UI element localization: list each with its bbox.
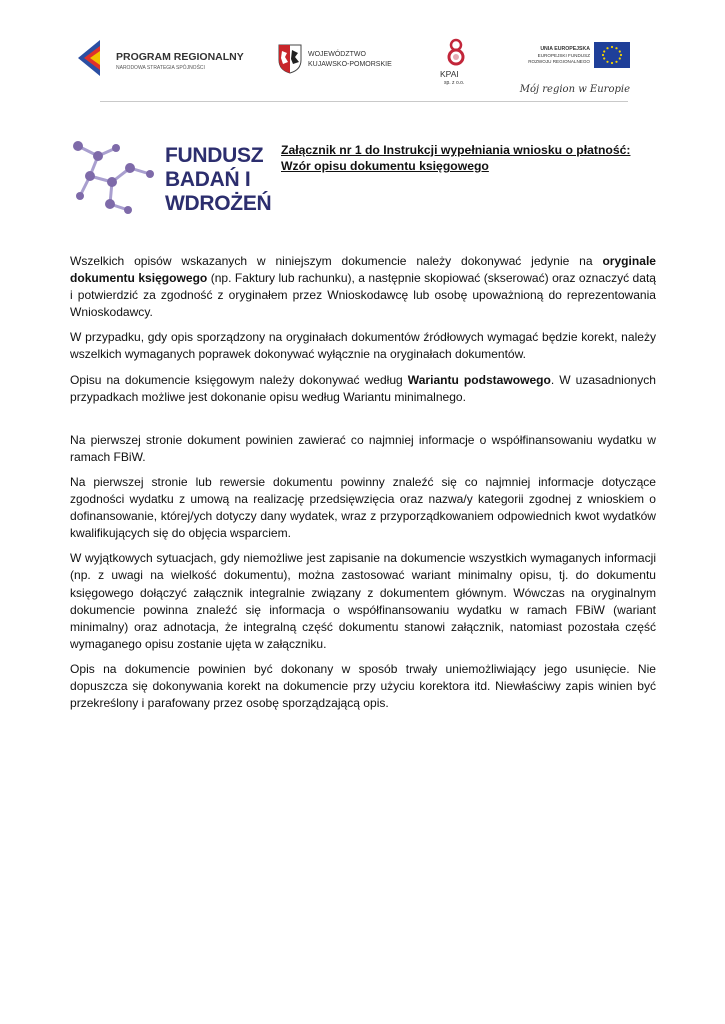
eu-line1: UNIA EUROPEJSKA <box>540 46 590 52</box>
paragraph-6: W wyjątkowych sytuacjach, gdy niemożliwe jest zapisanie na dokumencie wszystkich wymaganych informacji (np. z uwagi na wielkość dokumentu), można zastosować wariant minimalny opisu, tj. do dokumentu księgowego dołączyć załącznik integralnie związany z dokumentem głównym. Wówczas na oryginalnym dokumencie powinna znaleźć się informacja o współfinansowaniu wydatku w ramach FBiW (wariant minimalny) oraz adnotacja, że integralną część dokumentu stanowi załącznik, natomiast pozostała część wymaganego opisu zostanie ujęta w załączniku. <box>70 551 656 651</box>
molecule-icon <box>70 138 160 218</box>
paragraph-7: Opis na dokumencie powinien być dokonany w sposób trwały uniemożliwiający jego usunięcie. Nie dopuszcza się dokonywania korekt na dokumencie przy użyciu korektora itd. Niewłaściwy zapis winien być przekreślony i parafowany przez osobę sporządzającą opis. <box>70 661 656 711</box>
kujawsko-pomorskie-logo <box>278 44 403 78</box>
program-regionalny-emblem-icon <box>74 38 108 76</box>
fundusz-badan-logo <box>70 138 272 224</box>
paragraph-1-text-a: Wszelkich opisów wskazanych w niniejszym dokumencie należy dokonywać jedynie na <box>70 254 603 268</box>
paragraph-5: Na pierwszej stronie lub rewersie dokumentu powinny znaleźć się co najmniej informacje dotyczące zgodności wydatku z umową na realizację przedsięwzięcia oraz nazwa/y kategorii zgodnej z wnioskiem o dofinansowanie, której/ych dotyczy dany wydatek, wraz z przyporządkowaniem odpowiednich kwot wydatków kwalifikujących się do objęcia wsparciem. <box>70 474 656 541</box>
kpai-logo <box>436 38 476 90</box>
paragraph-3-text-c: . W uzasadnionych przypadkach możliwe jest dokonanie opisu według Wariantu minimalnego. <box>70 372 657 404</box>
kpai-sub: sp. z o.o. <box>444 80 465 86</box>
region-line1: WOJEWÓDZTWO <box>308 51 366 58</box>
paragraph-2: W przypadku, gdy opis sporządzony na oryginałach dokumentów źródłowych wymagać będzie korekt, należy wszelkich wymaganych poprawek dokonywać wyłącznie na oryginałach dokumentów. <box>70 330 656 362</box>
eu-flag-icon <box>594 42 630 68</box>
header-divider <box>100 101 628 102</box>
document-title: Załącznik nr 1 do Instrukcji wypełniania wniosku o płatność: Wzór opisu dokumentu księgowego <box>281 143 631 173</box>
fundusz-badan-wordmark <box>165 144 271 216</box>
kpai-name: KPAI <box>440 69 459 79</box>
eu-logo <box>510 42 630 102</box>
program-regionalny-logo <box>74 38 244 78</box>
paragraph-1-bold: oryginale dokumentu księgowego <box>70 254 656 286</box>
region-line2: KUJAWSKO-POMORSKIE <box>308 61 392 68</box>
paragraph-3-text-a: Opisu na dokumencie księgowym należy dokonywać według <box>70 372 408 387</box>
program-regionalny-title: PROGRAM REGIONALNY <box>116 51 244 63</box>
paragraph-1 <box>70 253 656 321</box>
fund-line2: BADAŃ I <box>165 168 251 191</box>
kpai-emblem-icon <box>444 38 468 66</box>
fund-line1: FUNDUSZ <box>165 144 264 167</box>
logo-bar <box>70 34 630 104</box>
paragraph-1-text-c: (np. Faktury lub rachunku), a następnie skopiować (skserować) oraz oznaczyć datą i potwierdzić za zgodność z oryginałem przez Wnioskodawcę lub osobę upoważnioną do reprezentowania Wnioskodawcy. <box>70 271 657 320</box>
coat-of-arms-icon <box>278 44 302 74</box>
paragraph-4: Na pierwszej stronie dokument powinien zawierać co najmniej informacje o współfinansowaniu wydatku w ramach FBiW. <box>70 432 656 464</box>
fund-line3: WDROŻEŃ <box>165 192 272 215</box>
program-regionalny-subtitle: NARODOWA STRATEGIA SPÓJNOŚCI <box>116 65 205 71</box>
document-body <box>70 253 656 720</box>
paragraph-3-bold: Wariantu podstawowego <box>407 372 551 387</box>
paragraph-3 <box>70 372 656 406</box>
eu-line3: ROZWOJU REGIONALNEGO <box>528 59 590 64</box>
eu-line2: EUROPEJSKI FUNDUSZ <box>537 53 590 58</box>
eu-slogan: Mój region w Europie <box>519 84 630 95</box>
